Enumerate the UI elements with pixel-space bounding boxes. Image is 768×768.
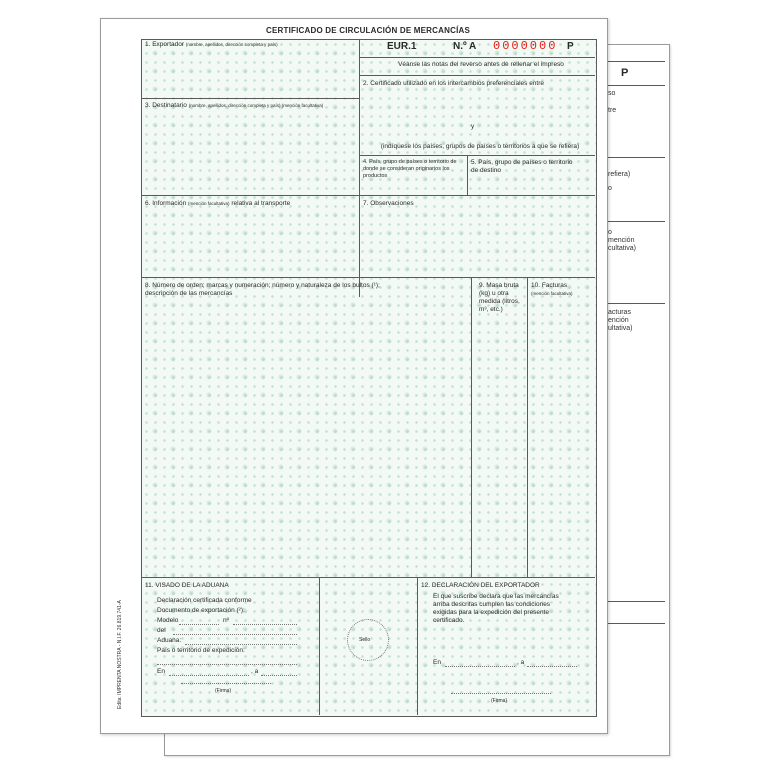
back-fragment: acturas [608, 309, 631, 316]
box12-text: El que suscribe declara que las mercancías arriba descritas cumplen las condiciones exigidas para la expedición del presente certificado. [433, 593, 559, 624]
dotted-field[interactable] [173, 634, 297, 635]
box3-label: 3. Destinatario (nombre, apellidos, dirección completa y país) (mención facultativa) [145, 102, 324, 109]
signature-line[interactable] [451, 693, 551, 694]
box12-en: En [433, 659, 441, 666]
box10-label: 10. Facturas (mención facultativa) [531, 282, 573, 296]
box6-label: 6. Información (mención facultativa) relativa al transporte [145, 200, 291, 207]
box11-country: País o territorio de expedición: [157, 647, 245, 654]
dotted-field[interactable] [179, 624, 219, 625]
back-line [605, 85, 665, 86]
back-line [605, 61, 665, 62]
signature-line[interactable] [181, 683, 271, 684]
back-line [605, 157, 665, 158]
series-letter: P [567, 41, 574, 52]
box12-label: 12. DECLARACIÓN DEL EXPORTADOR [421, 582, 540, 589]
back-fragment: so [608, 90, 616, 97]
back-line [605, 221, 665, 222]
box2-label: 2. Certificado utilizado en los intercambios preferenciales entre [363, 80, 545, 87]
divider [141, 195, 595, 196]
divider [359, 57, 595, 58]
eur1-label: EUR.1 [387, 41, 417, 52]
back-fragment: o [608, 185, 612, 192]
dotted-field[interactable] [445, 666, 515, 667]
back-fragment: o [608, 229, 612, 236]
back-fragment: ultativa) [608, 325, 633, 332]
stamp-label: Sello [359, 637, 371, 643]
box11-model: Modelo [157, 617, 179, 624]
box2-and: y [471, 123, 475, 130]
back-fragment: tre [608, 107, 617, 114]
box11-label: 11. VISADO DE LA ADUANA [145, 582, 229, 589]
divider [527, 277, 528, 577]
box12-firma: (Firma) [491, 698, 508, 704]
back-fragment: cultativa) [608, 245, 637, 252]
box11-del: del [157, 627, 166, 634]
divider [319, 577, 320, 715]
box11-number: nº [223, 617, 229, 624]
divider [141, 98, 359, 99]
back-fragment: refiera) [608, 171, 631, 178]
box2-hint: (indíquese los países, grupos de países o territorios a que se refiera) [380, 143, 580, 150]
box11-line2: Documento de exportación (²): [157, 607, 245, 614]
box7-label: 7. Observaciones [363, 200, 414, 207]
dotted-field[interactable] [169, 675, 249, 676]
divider [359, 75, 595, 76]
box5-label: 5. País, grupo de países o territorio de destino [471, 159, 573, 174]
box11-line1: Declaración certificada conforme [157, 597, 252, 604]
box12-a: , a [517, 659, 525, 666]
dotted-field[interactable] [233, 624, 297, 625]
serial-number: 0000000 [493, 39, 558, 53]
divider [417, 577, 418, 715]
box11-firma: (Firma) [215, 688, 232, 694]
back-line [605, 303, 665, 304]
divider [359, 39, 360, 297]
box11-a: , a [251, 668, 259, 675]
dotted-field[interactable] [185, 644, 297, 645]
divider [141, 577, 595, 578]
form-title: CERTIFICADO DE CIRCULACIÓN DE MERCANCÍAS [266, 26, 470, 35]
box8-label: 8. Número de orden; marcas y numeración; número y naturaleza de los bultos (¹); descripción de las mercancías [145, 282, 380, 297]
dotted-field[interactable] [261, 675, 297, 676]
number-label: N.º A [453, 41, 477, 52]
back-p-label: P [621, 67, 629, 79]
back-fragment: ención [608, 317, 629, 324]
divider [359, 155, 595, 156]
divider [467, 155, 468, 195]
box11-en: En [157, 668, 165, 675]
divider [471, 277, 472, 577]
box9-label: 9. Masa bruta (kg) u otra medida (litros, m³, etc.) [479, 282, 520, 313]
dotted-field[interactable] [157, 664, 297, 665]
box4-label: 4. País, grupo de países o territorio de donde se consideran originarios los productos [363, 159, 457, 179]
front-sheet [100, 18, 608, 734]
box11-aduana: Aduana: [157, 637, 182, 644]
back-fragment: mención [608, 237, 635, 244]
dotted-field[interactable] [527, 666, 577, 667]
back-line [605, 623, 665, 624]
printer-imprint: Edita: IMPRENTA NOSTRA - N.I.F. 26.819.741-A [117, 600, 123, 709]
box1-label: 1. Exportador (nombre, apellidos, dirección completa y país) [145, 41, 278, 48]
instructions-note: Véanse las notas del reverso antes de rellenar el impreso [398, 61, 564, 68]
back-line [605, 601, 665, 602]
